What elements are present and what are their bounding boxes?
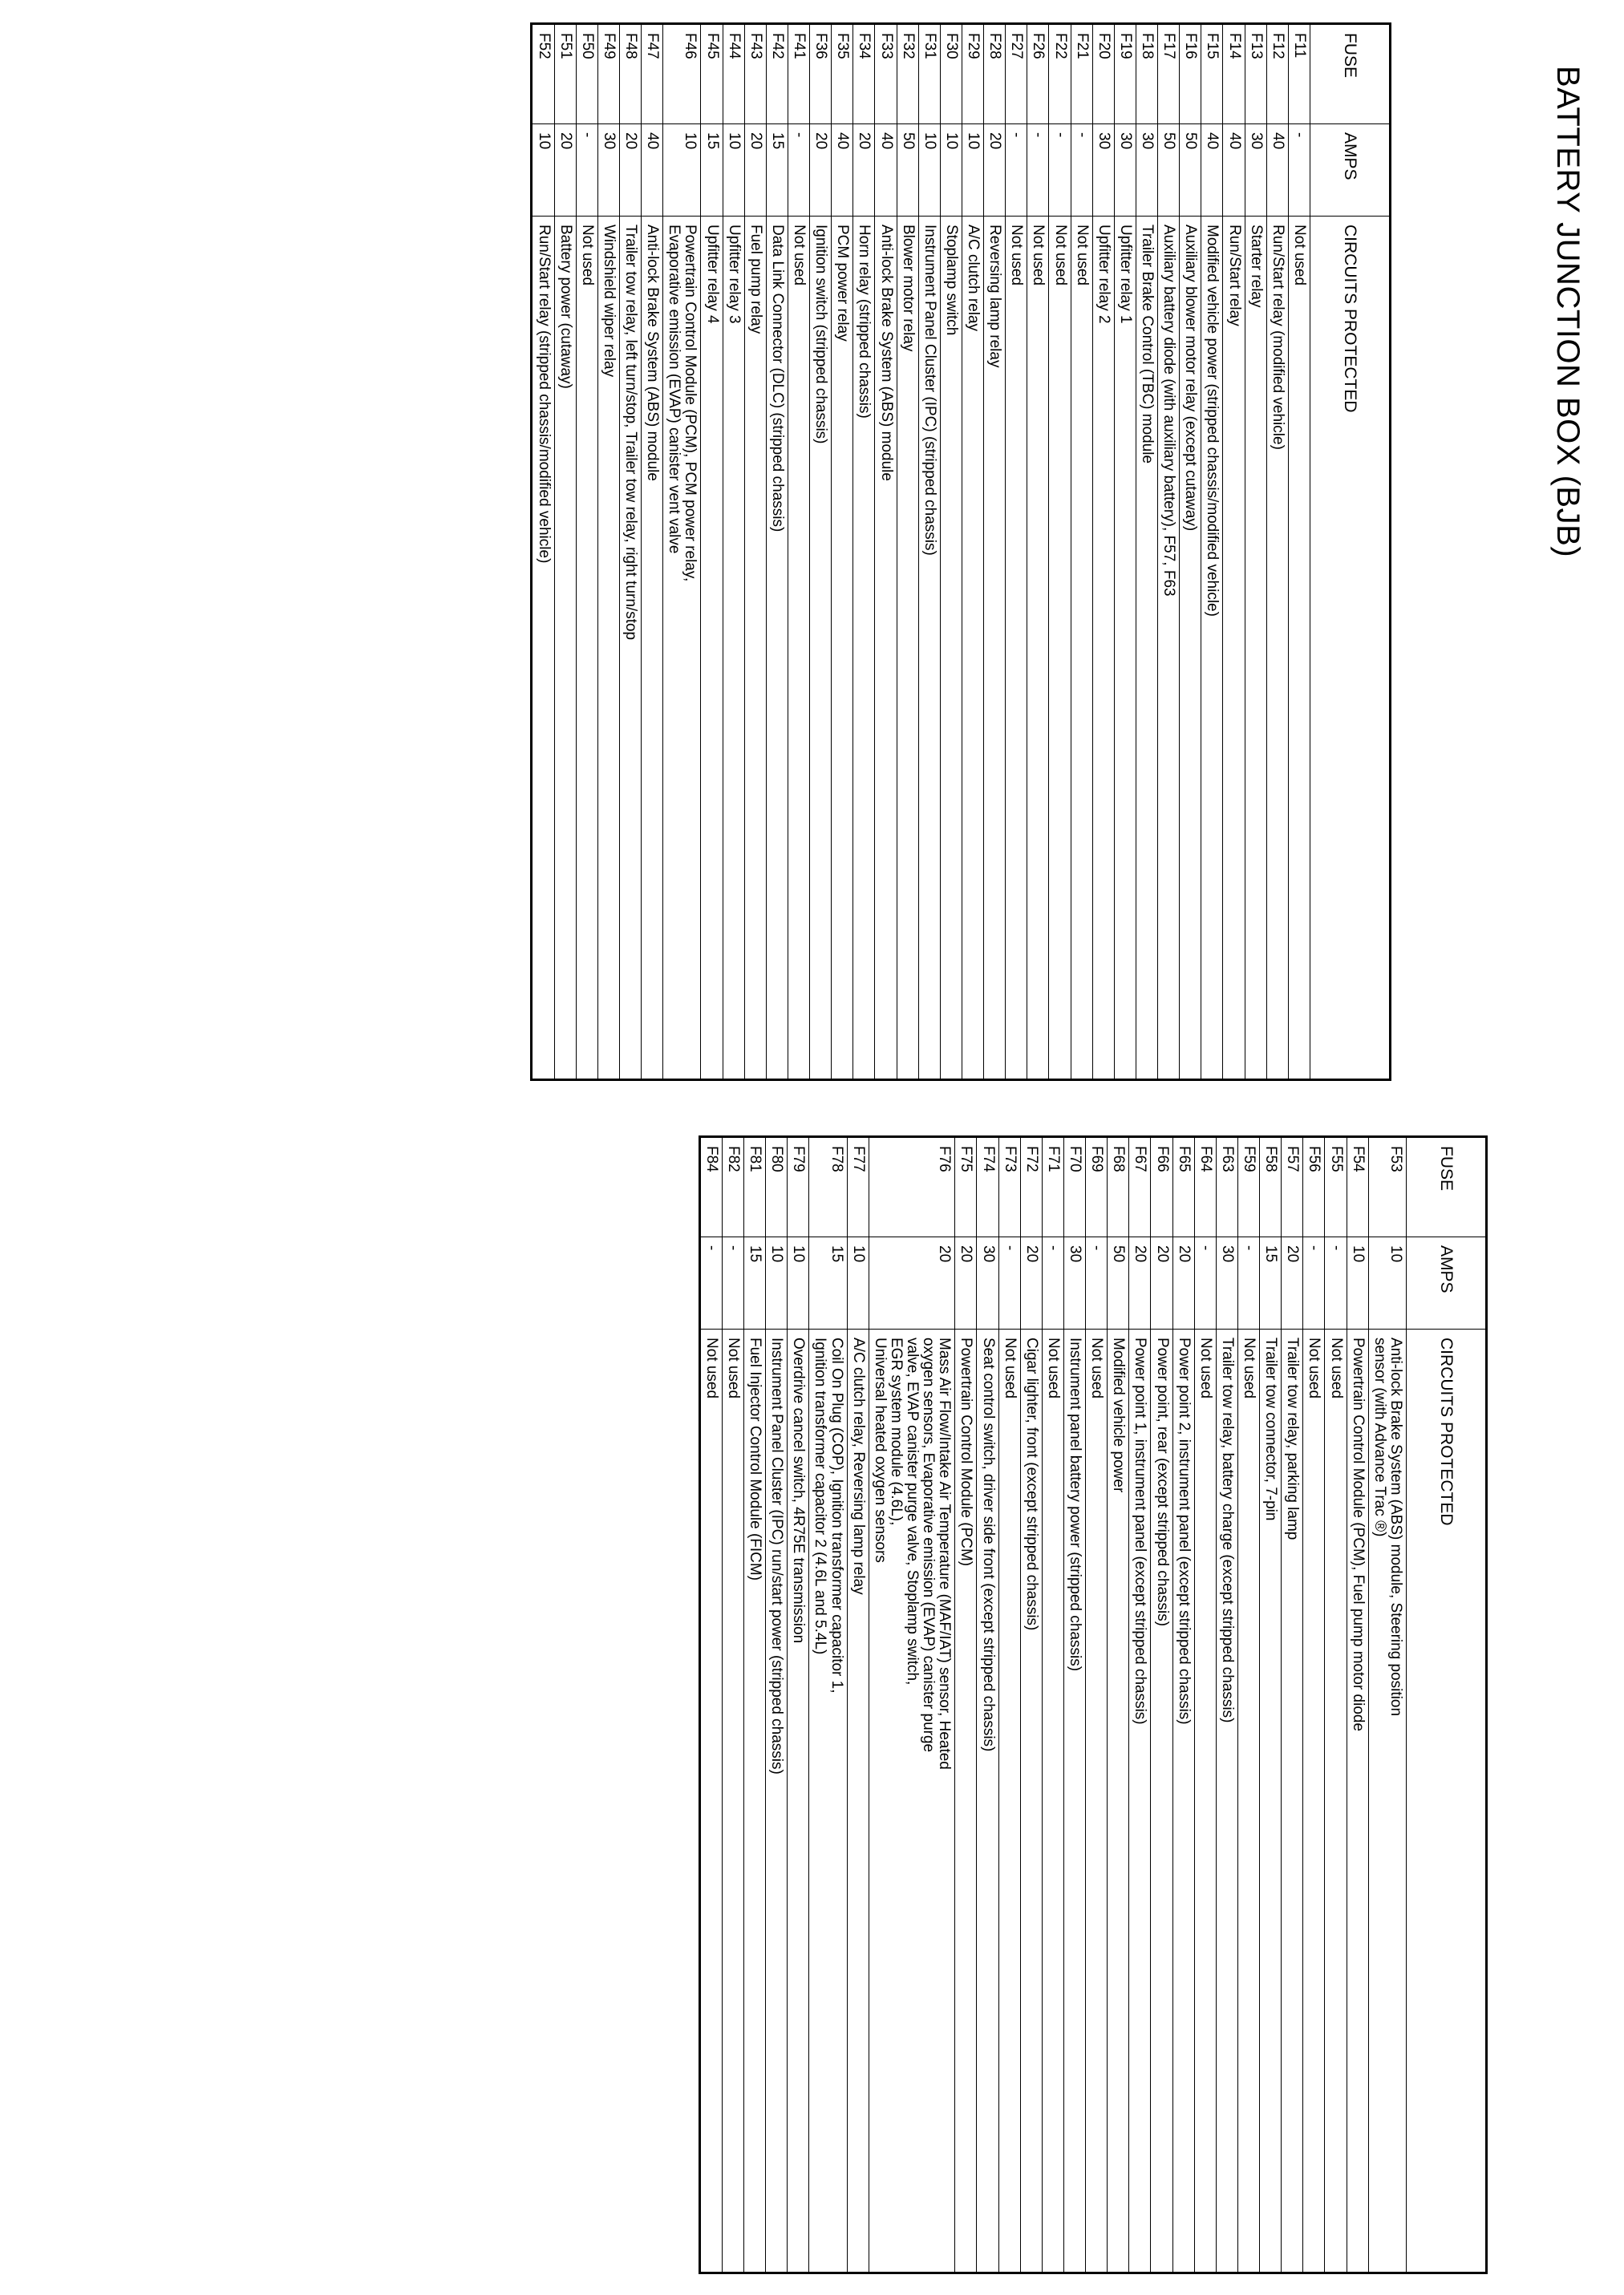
table-header-row [1310,24,1391,1080]
cell-circuits: A/C clutch relay, Reversing lamp relay [847,1330,869,2273]
cell-amps: - [1238,1237,1260,1330]
table-row [1086,1137,1108,2273]
cell-circuits: Powertrain Control Module (PCM), Fuel pump motor diode [1347,1330,1368,2273]
table-row [1129,1137,1151,2273]
cell-amps: 10 [788,1237,809,1330]
cell-fuse: F46 [663,24,701,124]
cell-amps: 20 [984,124,1006,217]
cell-fuse: F70 [1064,1137,1086,1237]
table-row [832,24,853,1080]
cell-amps: 15 [809,1237,847,1330]
fuse-table-left [531,22,1392,1081]
cell-fuse: F43 [744,24,766,124]
cell-fuse: F32 [897,24,918,124]
cell-circuits: Not used [998,1330,1020,2273]
cell-amps: 50 [897,124,918,217]
header-amps: AMPS [1310,124,1391,217]
table-row [1194,1137,1216,2273]
cell-fuse: F20 [1092,24,1114,124]
cell-amps: 40 [1266,124,1288,217]
cell-circuits: Run/Start relay (modified vehicle) [1266,217,1288,1080]
cell-fuse: F17 [1158,24,1180,124]
cell-circuits: Not used [1194,1330,1216,2273]
cell-circuits: Instrument Panel Cluster (IPC) (stripped chassis) [918,217,940,1080]
table-row [1347,1137,1368,2273]
cell-circuits: Instrument panel battery power (stripped chassis) [1064,1330,1086,2273]
cell-amps: - [1288,124,1310,217]
cell-amps: 15 [701,124,723,217]
table-row [1042,1137,1063,2273]
table-row [1049,24,1071,1080]
table-row [1172,1137,1194,2273]
cell-fuse: F11 [1288,24,1310,124]
cell-amps: 10 [532,124,554,217]
table-row [869,1137,955,2273]
cell-fuse: F35 [832,24,853,124]
cell-fuse: F13 [1245,24,1266,124]
table-row [809,1137,847,2273]
cell-circuits: Starter relay [1245,217,1266,1080]
cell-amps: 30 [1136,124,1158,217]
header-circuits: CIRCUITS PROTECTED [1310,217,1391,1080]
cell-amps: 20 [620,124,642,217]
cell-circuits: Data Link Connector (DLC) (stripped chassis) [766,217,788,1080]
cell-amps: 15 [1260,1237,1282,1330]
table-row [875,24,897,1080]
table-row [1092,24,1114,1080]
cell-circuits: Not used [1042,1330,1063,2273]
table-row [766,24,788,1080]
cell-fuse: F66 [1151,1137,1172,1237]
cell-circuits: Not used [576,217,597,1080]
cell-fuse: F73 [998,1137,1020,1237]
cell-circuits: Coil On Plug (COP), Ignition transformer capacitor 1, Ignition transformer capacitor 2 (4.6L and 5.4L) [809,1330,847,2273]
table-row [1303,1137,1325,2273]
cell-amps: 20 [1172,1237,1194,1330]
cell-fuse: F33 [875,24,897,124]
cell-circuits: Not used [1303,1330,1325,2273]
cell-amps: 50 [1180,124,1201,217]
cell-circuits: Not used [1049,217,1071,1080]
cell-circuits: Trailer tow relay, parking lamp [1282,1330,1303,2273]
cell-fuse: F12 [1266,24,1288,124]
cell-fuse: F53 [1368,1137,1406,1237]
cell-fuse: F84 [699,1137,722,1237]
table-row [977,1137,998,2273]
cell-circuits: Overdrive cancel switch, 4R75E transmission [788,1330,809,2273]
cell-circuits: Seat control switch, driver side front (except stripped chassis) [977,1330,998,2273]
cell-fuse: F14 [1223,24,1245,124]
cell-amps: - [722,1237,743,1330]
cell-amps: 10 [1368,1237,1406,1330]
table-row [1288,24,1310,1080]
cell-amps: 40 [1201,124,1223,217]
cell-amps: 30 [1114,124,1136,217]
table-header-row [1407,1137,1487,2273]
cell-circuits: Not used [699,1330,722,2273]
cell-fuse: F19 [1114,24,1136,124]
cell-fuse: F79 [788,1137,809,1237]
cell-amps: 20 [1020,1237,1042,1330]
table-row [554,24,576,1080]
cell-fuse: F81 [744,1137,766,1237]
cell-fuse: F63 [1216,1137,1237,1237]
cell-circuits: Trailer tow relay, left turn/stop, Trailer tow relay, right turn/stop [620,217,642,1080]
table-row [576,24,597,1080]
cell-circuits: Reversing lamp relay [984,217,1006,1080]
cell-fuse: F28 [984,24,1006,124]
cell-amps: 40 [875,124,897,217]
cell-fuse: F57 [1282,1137,1303,1237]
cell-circuits: Not used [1325,1330,1347,2273]
cell-fuse: F26 [1027,24,1049,124]
cell-fuse: F52 [532,24,554,124]
table-row [788,24,810,1080]
cell-amps: 40 [1223,124,1245,217]
cell-amps: 20 [1129,1237,1151,1330]
cell-amps: 20 [554,124,576,217]
cell-amps: - [699,1237,722,1330]
cell-amps: - [1194,1237,1216,1330]
cell-circuits: A/C clutch relay [962,217,984,1080]
table-row [1136,24,1158,1080]
fuse-table-right [699,1135,1488,2274]
table-row [897,24,918,1080]
cell-fuse: F15 [1201,24,1223,124]
cell-fuse: F78 [809,1137,847,1237]
cell-fuse: F50 [576,24,597,124]
cell-circuits: Ignition switch (stripped chassis) [810,217,832,1080]
cell-fuse: F31 [918,24,940,124]
cell-circuits: Run/Start relay [1223,217,1245,1080]
cell-fuse: F45 [701,24,723,124]
table-row [1245,24,1266,1080]
cell-amps: - [788,124,810,217]
cell-fuse: F51 [554,24,576,124]
table-row [847,1137,869,2273]
cell-fuse: F34 [853,24,875,124]
cell-amps: 20 [853,124,875,217]
cell-circuits: Run/Start relay (stripped chassis/modified vehicle) [532,217,554,1080]
cell-circuits: Blower motor relay [897,217,918,1080]
cell-fuse: F41 [788,24,810,124]
cell-amps: 30 [1216,1237,1237,1330]
table-row [744,1137,766,2273]
cell-circuits: Trailer tow relay, battery charge (except stripped chassis) [1216,1330,1237,2273]
table-row [1266,24,1288,1080]
cell-circuits: Modified vehicle power [1108,1330,1129,2273]
cell-circuits: Fuel Injector Control Module (FICM) [744,1330,766,2273]
table-row [1064,1137,1086,2273]
table-row [955,1137,977,2273]
cell-circuits: Not used [1027,217,1049,1080]
cell-circuits: Power point 1, instrument panel (except stripped chassis) [1129,1330,1151,2273]
cell-fuse: F54 [1347,1137,1368,1237]
table-row [532,24,554,1080]
table-row [1238,1137,1260,2273]
header-circuits: CIRCUITS PROTECTED [1407,1330,1487,2273]
cell-fuse: F16 [1180,24,1201,124]
cell-amps: 15 [744,1237,766,1330]
table-row [766,1137,788,2273]
table-row [620,24,642,1080]
cell-fuse: F65 [1172,1137,1194,1237]
cell-fuse: F18 [1136,24,1158,124]
table-row [1151,1137,1172,2273]
cell-fuse: F82 [722,1137,743,1237]
cell-circuits: Battery power (cutaway) [554,217,576,1080]
cell-amps: - [1027,124,1049,217]
table-row [810,24,832,1080]
cell-circuits: Upfitter relay 1 [1114,217,1136,1080]
cell-circuits: Fuel pump relay [744,217,766,1080]
cell-amps: 10 [962,124,984,217]
cell-circuits: Cigar lighter, front (except stripped chassis) [1020,1330,1042,2273]
cell-amps: 50 [1108,1237,1129,1330]
table-row [984,24,1006,1080]
table-row [1114,24,1136,1080]
table-row [1180,24,1201,1080]
cell-circuits: Not used [722,1330,743,2273]
table-row [853,24,875,1080]
cell-amps: 20 [869,1237,955,1330]
table-row [1368,1137,1406,2273]
cell-fuse: F47 [642,24,663,124]
cell-fuse: F72 [1020,1137,1042,1237]
table-row [701,24,723,1080]
cell-amps: 10 [940,124,962,217]
cell-amps: 40 [832,124,853,217]
cell-fuse: F67 [1129,1137,1151,1237]
table-row [744,24,766,1080]
cell-fuse: F44 [723,24,744,124]
cell-fuse: F58 [1260,1137,1282,1237]
cell-amps: 20 [810,124,832,217]
cell-circuits: Auxiliary battery diode (with auxiliary battery), F57, F63 [1158,217,1180,1080]
cell-fuse: F29 [962,24,984,124]
cell-amps: 10 [663,124,701,217]
cell-amps: 20 [1282,1237,1303,1330]
cell-circuits: Windshield wiper relay [597,217,619,1080]
cell-circuits: Not used [1086,1330,1108,2273]
cell-fuse: F55 [1325,1137,1347,1237]
table-row [962,24,984,1080]
table-row [1201,24,1223,1080]
table-row [1260,1137,1282,2273]
table-row [788,1137,809,2273]
cell-amps: 40 [642,124,663,217]
header-fuse: FUSE [1407,1137,1487,1237]
cell-circuits: Stoplamp switch [940,217,962,1080]
cell-circuits: Power point 2, instrument panel (except stripped chassis) [1172,1330,1194,2273]
cell-circuits: Not used [1288,217,1310,1080]
cell-amps: 50 [1158,124,1180,217]
cell-fuse: F64 [1194,1137,1216,1237]
cell-circuits: Anti-lock Brake System (ABS) module [642,217,663,1080]
cell-fuse: F36 [810,24,832,124]
table-row [1020,1137,1042,2273]
table-row [699,1137,722,2273]
cell-amps: - [1042,1237,1063,1330]
cell-amps: 20 [955,1237,977,1330]
table-row [940,24,962,1080]
cell-fuse: F49 [597,24,619,124]
cell-amps: 20 [1151,1237,1172,1330]
cell-fuse: F69 [1086,1137,1108,1237]
table-row [723,24,744,1080]
table-row [597,24,619,1080]
cell-amps: - [1325,1237,1347,1330]
cell-amps: 30 [597,124,619,217]
cell-circuits: Anti-lock Brake System (ABS) module [875,217,897,1080]
cell-amps: 30 [1245,124,1266,217]
cell-circuits: Not used [1238,1330,1260,2273]
cell-fuse: F48 [620,24,642,124]
cell-fuse: F77 [847,1137,869,1237]
cell-fuse: F56 [1303,1137,1325,1237]
table-row [1006,24,1027,1080]
cell-amps: 10 [847,1237,869,1330]
cell-fuse: F27 [1006,24,1027,124]
cell-amps: 10 [1347,1237,1368,1330]
cell-fuse: F76 [869,1137,955,1237]
header-amps: AMPS [1407,1237,1487,1330]
cell-circuits: Modified vehicle power (stripped chassis/modified vehicle) [1201,217,1223,1080]
table-row [642,24,663,1080]
table-row [1071,24,1092,1080]
table-row [1282,1137,1303,2273]
cell-circuits: Upfitter relay 4 [701,217,723,1080]
cell-circuits: PCM power relay [832,217,853,1080]
cell-circuits: Anti-lock Brake System (ABS) module, Steering position sensor (with Advance Trac ®) [1368,1330,1406,2273]
table-row [1223,24,1245,1080]
cell-amps: - [1049,124,1071,217]
cell-amps: 30 [1064,1237,1086,1330]
cell-fuse: F22 [1049,24,1071,124]
cell-fuse: F59 [1238,1137,1260,1237]
cell-amps: 10 [766,1237,788,1330]
cell-amps: 10 [918,124,940,217]
cell-circuits: Instrument Panel Cluster (IPC) run/start power (stripped chassis) [766,1330,788,2273]
header-fuse: FUSE [1310,24,1391,124]
cell-circuits: Trailer Brake Control (TBC) module [1136,217,1158,1080]
table-row [722,1137,743,2273]
cell-amps: 10 [723,124,744,217]
cell-amps: 20 [744,124,766,217]
table-row [1158,24,1180,1080]
cell-amps: 30 [1092,124,1114,217]
table-row [663,24,701,1080]
cell-circuits: Auxiliary blower motor relay (except cutaway) [1180,217,1201,1080]
cell-fuse: F75 [955,1137,977,1237]
cell-amps: 30 [977,1237,998,1330]
cell-amps: - [1303,1237,1325,1330]
cell-fuse: F42 [766,24,788,124]
cell-amps: - [998,1237,1020,1330]
cell-circuits: Not used [1006,217,1027,1080]
cell-amps: - [1086,1237,1108,1330]
cell-circuits: Not used [788,217,810,1080]
cell-circuits: Not used [1071,217,1092,1080]
page-title: BATTERY JUNCTION BOX (BJB) [1550,66,1586,558]
cell-fuse: F74 [977,1137,998,1237]
cell-amps: - [1071,124,1092,217]
table-row [918,24,940,1080]
cell-circuits: Powertrain Control Module (PCM) [955,1330,977,2273]
cell-circuits: Powertrain Control Module (PCM), PCM power relay, Evaporative emission (EVAP) canister vent valve [663,217,701,1080]
cell-circuits: Upfitter relay 3 [723,217,744,1080]
cell-fuse: F68 [1108,1137,1129,1237]
cell-circuits: Mass Air Flow/Intake Air Temperature (MAF/IAT) sensor, Heated oxygen sensors, Evaporative emission (EVAP) canister purge valve, EVAP canister purge valve, Stoplamp switch, EGR system module (4.6L), Universal heated oxygen sensors [869,1330,955,2273]
cell-amps: - [576,124,597,217]
cell-circuits: Trailer tow connector, 7-pin [1260,1330,1282,2273]
cell-circuits: Upfitter relay 2 [1092,217,1114,1080]
cell-amps: 15 [766,124,788,217]
table-row [1216,1137,1237,2273]
cell-fuse: F71 [1042,1137,1063,1237]
cell-circuits: Horn relay (stripped chassis) [853,217,875,1080]
table-row [1325,1137,1347,2273]
table-row [998,1137,1020,2273]
cell-fuse: F80 [766,1137,788,1237]
table-row [1108,1137,1129,2273]
cell-fuse: F21 [1071,24,1092,124]
table-row [1027,24,1049,1080]
cell-amps: - [1006,124,1027,217]
cell-fuse: F30 [940,24,962,124]
cell-circuits: Power point, rear (except stripped chassis) [1151,1330,1172,2273]
